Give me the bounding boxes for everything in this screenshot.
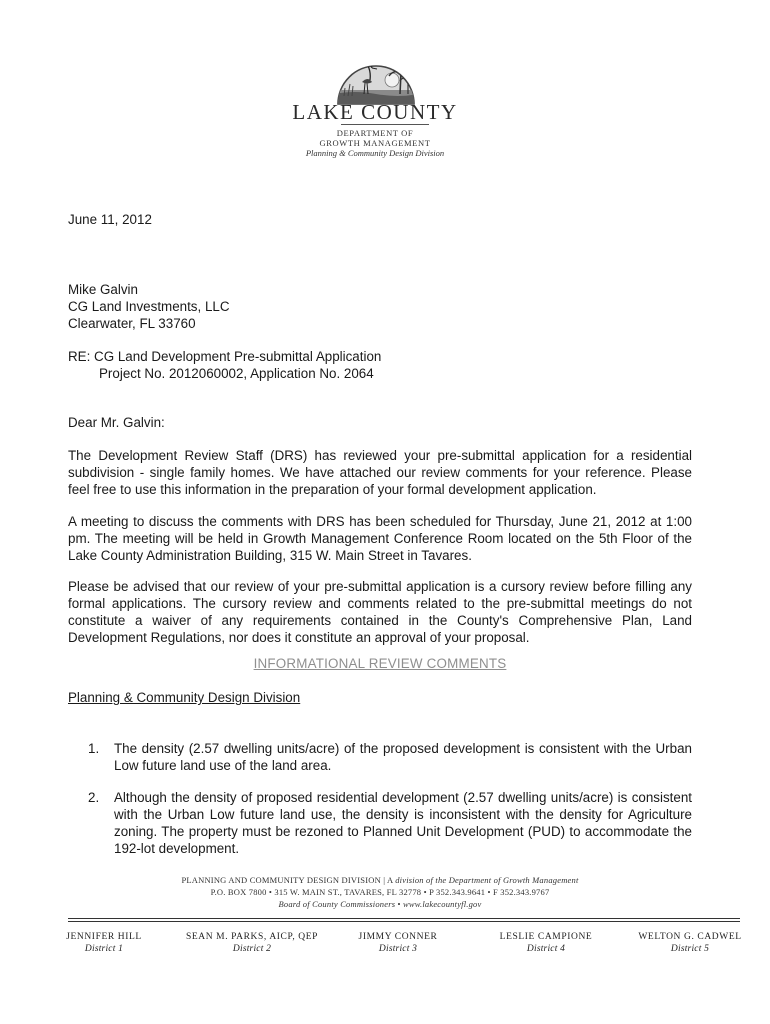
commissioner-district: District 5 (670, 944, 710, 954)
recipient-name: Mike Galvin (68, 282, 138, 297)
recipient-city: Clearwater, FL 33760 (68, 316, 196, 331)
letterhead-dept-line2: GROWTH MANAGEMENT (319, 138, 431, 148)
paragraph-advisory: Please be advised that our review of your pre-submittal application is a cursory review before filling any formal applications. The cursory review and comments related to the pre-submittal meetings do not constitute a waiver of any requirements contained in the County's Comprehensive Plan, Land Development Regulations, nor does it constitute an approval of your proposal. (68, 579, 692, 645)
letter-date: June 11, 2012 (68, 212, 152, 227)
footer-address: P.O. BOX 7800 • 315 W. MAIN ST., TAVARES, FL 32778 • P 352.343.9641 • F 352.343.9767 (210, 887, 550, 897)
commissioner-5 (620, 932, 760, 954)
letterhead-dept-line1: DEPARTMENT OF (336, 128, 414, 138)
re-line: RE: CG Land Development Pre-submittal Application (68, 349, 382, 364)
commissioner-district: District 2 (232, 944, 272, 954)
commissioner-3 (328, 932, 468, 954)
footer-rule-top (68, 918, 740, 919)
paragraph-meeting: A meeting to discuss the comments with DRS has been scheduled for Thursday, June 21, 2012 at 1:00 pm. The meeting will be held in Growth Management Conference Room located on the 5th Floor of the Lake County Administration Building, 315 W. Main Street in Tavares. (68, 514, 692, 563)
commissioner-district: District 4 (526, 944, 566, 954)
footer-division-separator: | A (380, 875, 396, 885)
commissioner-district: District 3 (378, 944, 418, 954)
section-heading: INFORMATIONAL REVIEW COMMENTS (253, 656, 507, 671)
list-item-text: Although the density of proposed residential development (2.57 dwelling units/acre) is consistent with the Urban Low future land use, the density is inconsistent with the density for Agriculture zoning. The property must be rezoned to Planned Unit Development (PUD) to accommodate the 192-lot development. (114, 790, 692, 856)
re-project-line: Project No. 2012060002, Application No. 2064 (99, 366, 374, 381)
list-item-text: The density (2.57 dwelling units/acre) of the proposed development is consistent with the Urban Low future land use of the land area. (114, 741, 692, 773)
list-item-number: 2. (88, 790, 100, 805)
commissioner-name: JENNIFER HILL (66, 932, 142, 942)
footer-division-line (140, 875, 620, 885)
letterhead-division: Planning & Community Design Division (305, 148, 445, 158)
footer-rule-bottom (68, 921, 740, 922)
commissioner-4 (476, 932, 616, 954)
letterhead-title: LAKE COUNTY (292, 100, 458, 124)
footer-division-name: PLANNING AND COMMUNITY DESIGN DIVISION (181, 875, 381, 885)
list-item-number: 1. (88, 741, 100, 756)
letterhead-divider (341, 124, 429, 125)
commissioner-name: WELTON G. CADWEL (638, 932, 742, 942)
footer-website-link[interactable]: www.lakecountyfl.gov (403, 899, 482, 909)
paragraph-review: The Development Review Staff (DRS) has reviewed your pre-submittal application for a residential subdivision - single family homes. We have attached our review comments for your reference. Please feel free to use this information in the preparation of your formal development application. (68, 448, 692, 497)
list-item (88, 740, 692, 774)
commissioner-district: District 1 (84, 944, 124, 954)
footer-board-separator: • (395, 899, 404, 909)
commissioner-name: SEAN M. PARKS, AICP, QEP (185, 932, 319, 942)
footer-board: Board of County Commissioners (278, 899, 396, 909)
commissioner-name: LESLIE CAMPIONE (499, 932, 593, 942)
recipient-company: CG Land Investments, LLC (68, 299, 230, 314)
footer-division-desc: division of the Department of Growth Management (395, 875, 579, 885)
commissioner-2 (182, 932, 322, 954)
subsection-heading: Planning & Community Design Division (68, 690, 301, 705)
list-item (88, 789, 692, 857)
commissioner-name: JIMMY CONNER (358, 932, 438, 942)
lake-county-seal-logo (334, 50, 418, 106)
salutation: Dear Mr. Galvin: (68, 415, 165, 430)
commissioner-1 (34, 932, 174, 954)
footer-board-line (140, 899, 620, 909)
